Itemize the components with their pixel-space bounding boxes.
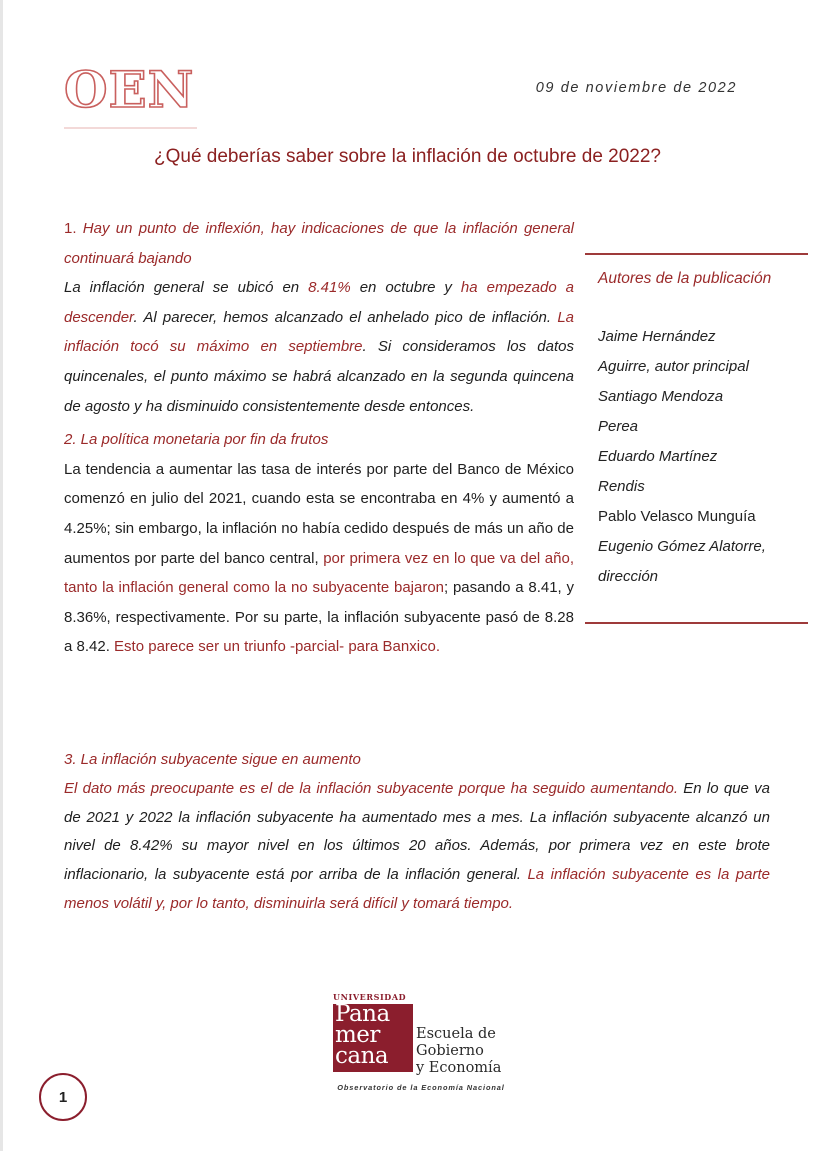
- logo-underline: [64, 127, 197, 129]
- author-line: Aguirre, autor principal: [598, 357, 749, 375]
- highlight-first-time: por primera vez en lo que va del año, tanto la inflación general como la no subyacente bajaron: [64, 549, 575, 597]
- section1-paragraph: La inflación general se ubicó en 8.41% en octubre y ha empezado a descender. Al parecer, hemos alcanzado el anhelado pico de inflación. La inflación tocó su máximo en septiembre. Si consideramos los datos quincenales, el punto máximo se habrá alcanzado en la segunda quincena de agosto y ha disminuido consistentemente desde entonces.: [64, 279, 575, 415]
- author-line: Jaime Hernández: [598, 327, 716, 345]
- highlight-rate: 8.41%: [308, 279, 351, 297]
- panamericana-block: Pana mer cana: [333, 1004, 413, 1072]
- section2-heading: 2. La política monetaria por fin da frutos: [64, 431, 329, 449]
- author-line: Eugenio Gómez Alatorre,: [598, 537, 766, 555]
- highlight-volatile: La inflación subyacente es la parte menos volátil y, por lo tanto, disminuirla será difícil y tomará tiempo.: [64, 866, 770, 912]
- author-line: Rendis: [598, 477, 645, 495]
- universidad-label: UNIVERSIDAD: [333, 992, 407, 1002]
- section3: [64, 746, 770, 919]
- highlight-peak: La inflación tocó su máximo en septiembre: [64, 308, 574, 356]
- university-logo: [306, 992, 536, 1096]
- page-title: ¿Qué deberías saber sobre la inflación de octubre de 2022?: [154, 146, 661, 167]
- sidebar-top-rule: [585, 253, 808, 255]
- section1-heading-text: Hay un punto de inflexión, hay indicaciones de que la inflación general continuará bajando: [64, 220, 574, 267]
- oen-logo: OEN: [64, 60, 195, 119]
- section3-heading: 3. La inflación subyacente sigue en aumento: [64, 751, 361, 768]
- author-line: Perea: [598, 417, 639, 435]
- author-line: Santiago Mendoza: [598, 387, 724, 405]
- author-line: Pablo Velasco Munguía: [598, 507, 756, 525]
- section1-heading: [64, 214, 574, 273]
- page-number: 1: [58, 1088, 68, 1106]
- section2-paragraph: La tendencia a aumentar las tasa de interés por parte del Banco de México comenzó en julio del 2021, cuando esta se encontraba en 4% y aumentó a 4.25%; sin embargo, la inflación no había cedido después de más un año de aumentos por parte del banco central, por primera vez en lo que va del año, tanto la inflación general como la no subyacente bajaron; pasando a 8.41, y 8.36%, respectivamente. Por su parte, la inflación subyacente pasó de 8.28 a 8.42. Esto parece ser un triunfo -parcial- para Banxico.: [64, 460, 575, 656]
- author-line: Eduardo Martínez: [598, 447, 718, 465]
- highlight-triumph: Esto parece ser un triunfo -parcial- para Banxico.: [114, 638, 441, 656]
- school-name: Escuela de Gobierno y Economía: [416, 1026, 502, 1076]
- publication-date: 09 de noviembre de 2022: [535, 80, 737, 96]
- page-number-badge: [39, 1073, 87, 1121]
- highlight-descend: ha empezado a descender: [64, 279, 574, 326]
- authors-list: [598, 322, 808, 592]
- section1-number: 1.: [64, 220, 77, 237]
- highlight-worrying: El dato más preocupante es el de la inflación subyacente porque ha seguido aumentando.: [64, 779, 678, 797]
- main-column: [64, 214, 574, 662]
- sidebar-bottom-rule: [585, 622, 808, 624]
- authors-title: Autores de la publicación: [598, 269, 772, 287]
- author-line: dirección: [598, 567, 659, 585]
- authors-sidebar: [585, 253, 808, 592]
- observatorio-label: Observatorio de la Economía Nacional: [337, 1083, 505, 1092]
- page-edge: [0, 0, 3, 1151]
- section3-paragraph: El dato más preocupante es el de la inflación subyacente porque ha seguido aumentando. En lo que va de 2021 y 2022 la inflación subyacente ha aumentado mes a mes. La inflación subyacente alcanzó un nivel de 8.42% su mayor nivel en los últimos 20 años. Además, por primera vez en este brote inflacionario, la subyacente está por arriba de la inflación general. La inflación subyacente es la parte menos volátil y, por lo tanto, disminuirla será difícil y tomará tiempo.: [64, 779, 770, 912]
